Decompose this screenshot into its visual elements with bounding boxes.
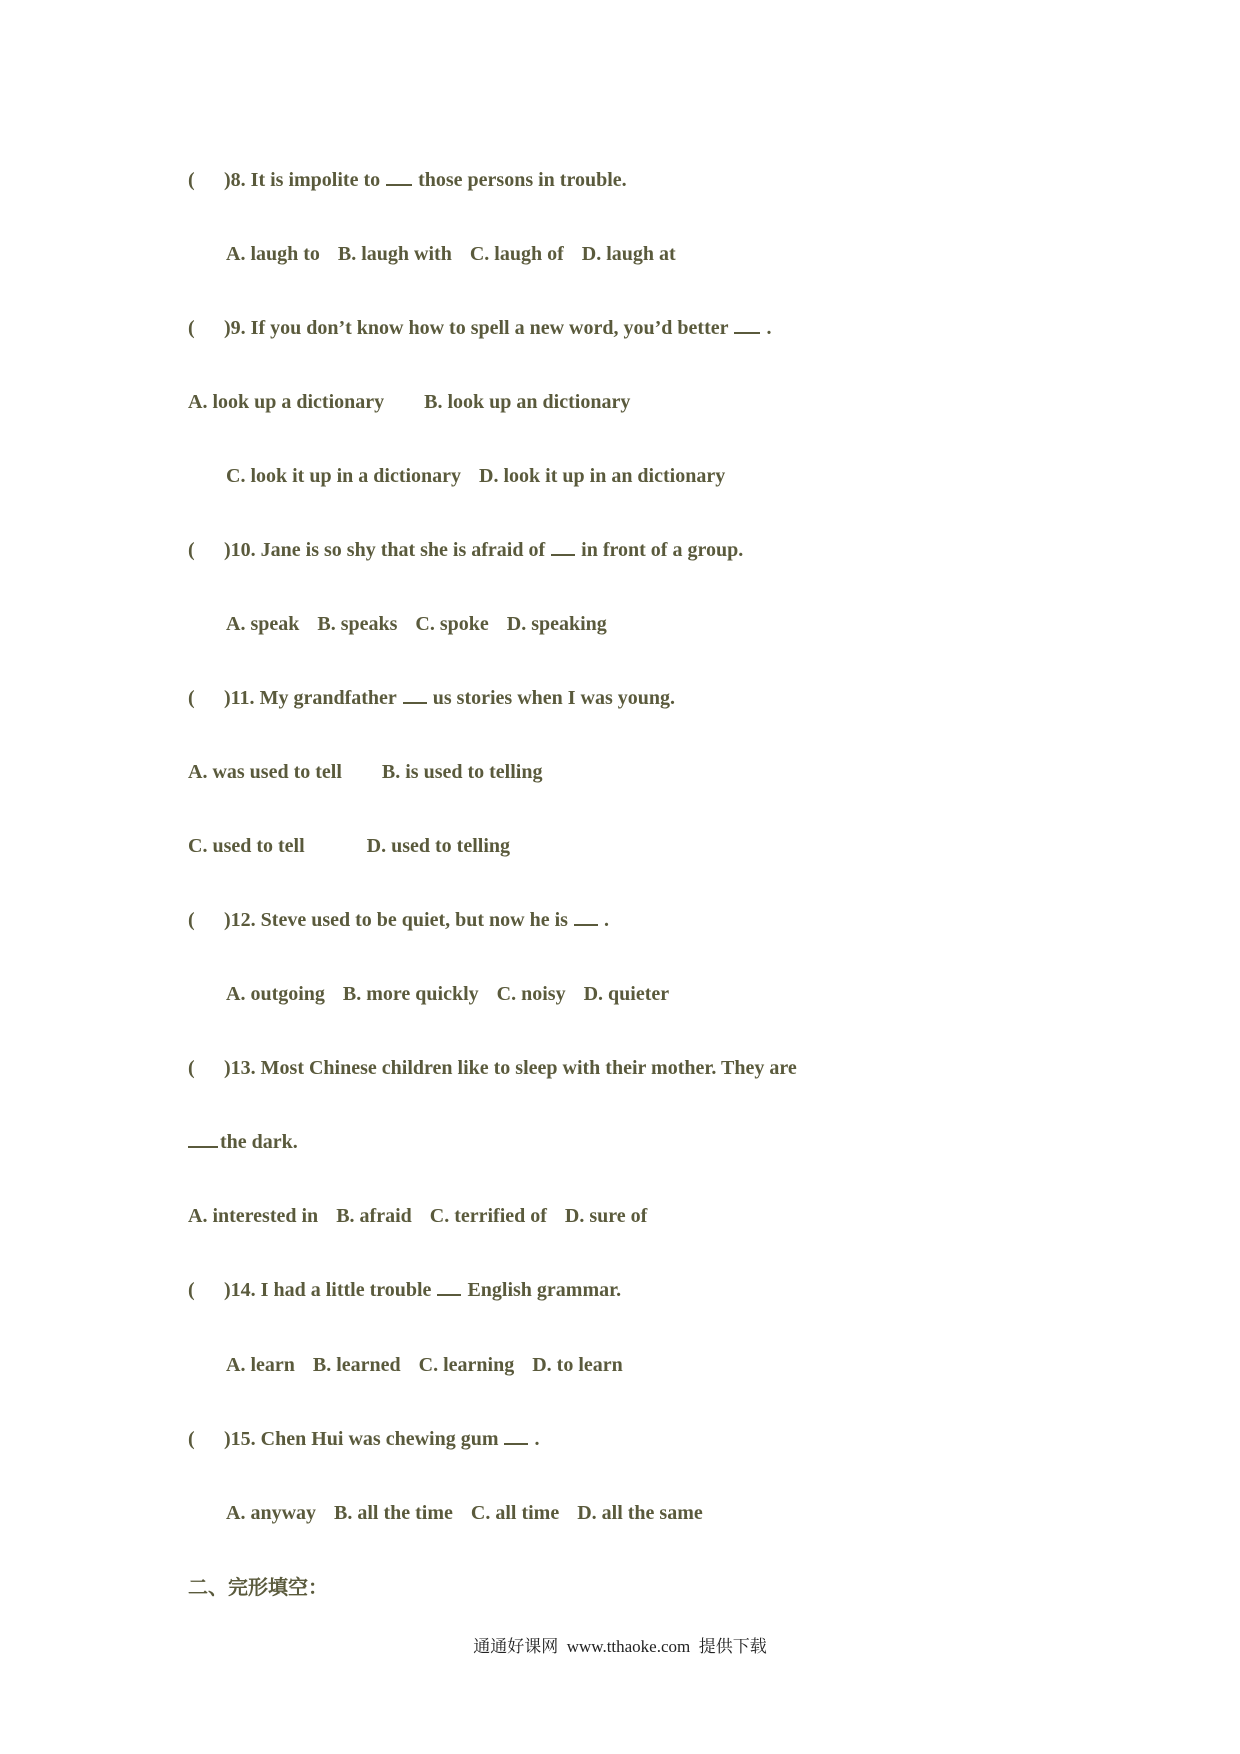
question-number: )9. <box>224 317 246 339</box>
option-d: D. quieter <box>583 983 670 1005</box>
option-b: B. more quickly <box>342 983 479 1005</box>
question-15 <box>188 1427 539 1451</box>
question-text: It is impolite to <box>245 169 381 191</box>
question-text-cont: us stories when I was young. <box>432 687 676 709</box>
question-text: Steve used to be quiet, but now he is <box>255 909 568 931</box>
option-b: B. speaks <box>317 613 398 635</box>
question-text-cont: in front of a group. <box>581 539 744 561</box>
option-a: A. anyway <box>226 1502 317 1524</box>
answer-paren: ( <box>188 909 195 931</box>
option-c: C. all time <box>470 1502 560 1524</box>
answer-blank <box>437 1278 461 1296</box>
answer-paren: ( <box>188 687 195 709</box>
answer-blank <box>188 1130 218 1148</box>
question-text: I had a little trouble <box>255 1279 432 1301</box>
option-b: B. all the time <box>334 1502 453 1524</box>
page-footer: 通通好课网 www.tthaoke.com 提供下载 <box>473 1637 767 1656</box>
question-13 <box>188 1056 797 1080</box>
option-c: C. used to tell <box>188 835 305 857</box>
answer-paren: ( <box>188 1279 195 1301</box>
question-text: Most Chinese children like to sleep with their mother. They are <box>255 1057 797 1079</box>
option-c: C. noisy <box>496 983 566 1005</box>
option-b: B. laugh with <box>337 243 452 265</box>
option-a: A. interested in <box>188 1205 319 1227</box>
options-q11-row2 <box>188 834 528 858</box>
options-q9-row1 <box>188 390 648 414</box>
question-12 <box>188 908 609 932</box>
option-a: A. look up a dictionary <box>188 391 385 413</box>
question-8 <box>188 168 627 192</box>
answer-blank <box>734 316 760 334</box>
option-b: B. afraid <box>336 1205 412 1227</box>
options-q14 <box>226 1353 641 1377</box>
question-9 <box>188 316 771 340</box>
question-number: )8. <box>224 169 246 191</box>
options-q11-row1 <box>188 760 560 784</box>
option-a: A. learn <box>226 1354 295 1376</box>
answer-paren: ( <box>188 1057 195 1079</box>
option-a: A. outgoing <box>226 983 325 1005</box>
question-number: )12. <box>224 909 256 931</box>
option-b: B. is used to telling <box>381 761 543 783</box>
option-d: D. laugh at <box>581 243 676 265</box>
question-14 <box>188 1278 621 1302</box>
answer-blank <box>386 168 412 186</box>
question-text-cont: . <box>603 909 609 931</box>
question-13-continued <box>188 1130 298 1154</box>
question-text: Chen Hui was chewing gum <box>255 1428 499 1450</box>
question-number: )10. <box>224 539 256 561</box>
options-q8 <box>226 242 694 266</box>
answer-blank <box>403 686 427 704</box>
option-c: C. look it up in a dictionary <box>226 465 462 487</box>
question-text: My grandfather <box>254 687 397 709</box>
answer-blank <box>574 908 598 926</box>
question-text-cont: . <box>766 317 772 339</box>
answer-paren: ( <box>188 539 195 561</box>
answer-paren: ( <box>188 317 195 339</box>
option-a: A. was used to tell <box>188 761 342 783</box>
option-c: C. learning <box>418 1354 515 1376</box>
option-d: D. look it up in an dictionary <box>479 465 726 487</box>
options-q15 <box>226 1501 721 1525</box>
question-number: )11. <box>224 687 255 709</box>
option-d: D. all the same <box>577 1502 703 1524</box>
question-number: )14. <box>224 1279 256 1301</box>
question-text-cont: . <box>534 1428 540 1450</box>
answer-paren: ( <box>188 1428 195 1450</box>
options-q9-row2 <box>226 464 743 488</box>
question-text-cont: those persons in trouble. <box>418 169 627 191</box>
options-q10 <box>226 612 625 636</box>
option-b: B. learned <box>312 1354 401 1376</box>
option-c: C. terrified of <box>429 1205 547 1227</box>
option-d: D. used to telling <box>366 835 511 857</box>
option-a: A. laugh to <box>226 243 320 265</box>
question-text-cont: the dark. <box>220 1131 298 1153</box>
option-c: C. spoke <box>415 613 489 635</box>
option-b: B. look up an dictionary <box>424 391 631 413</box>
answer-blank <box>551 538 575 556</box>
options-q13 <box>188 1204 665 1228</box>
options-q12 <box>226 982 687 1006</box>
section-heading: 二、完形填空： <box>188 1575 328 1599</box>
question-10 <box>188 538 743 562</box>
question-number: )15. <box>224 1428 256 1450</box>
answer-paren: ( <box>188 169 195 191</box>
question-text-cont: English grammar. <box>467 1279 622 1301</box>
question-text: Jane is so shy that she is afraid of <box>255 539 546 561</box>
answer-blank <box>504 1427 528 1445</box>
question-number: )13. <box>224 1057 256 1079</box>
question-11 <box>188 686 675 710</box>
option-d: D. sure of <box>564 1205 648 1227</box>
question-text: If you don’t know how to spell a new word, you’d better <box>245 317 729 339</box>
option-a: A. speak <box>226 613 300 635</box>
option-d: D. speaking <box>506 613 607 635</box>
option-d: D. to learn <box>532 1354 623 1376</box>
option-c: C. laugh of <box>469 243 564 265</box>
